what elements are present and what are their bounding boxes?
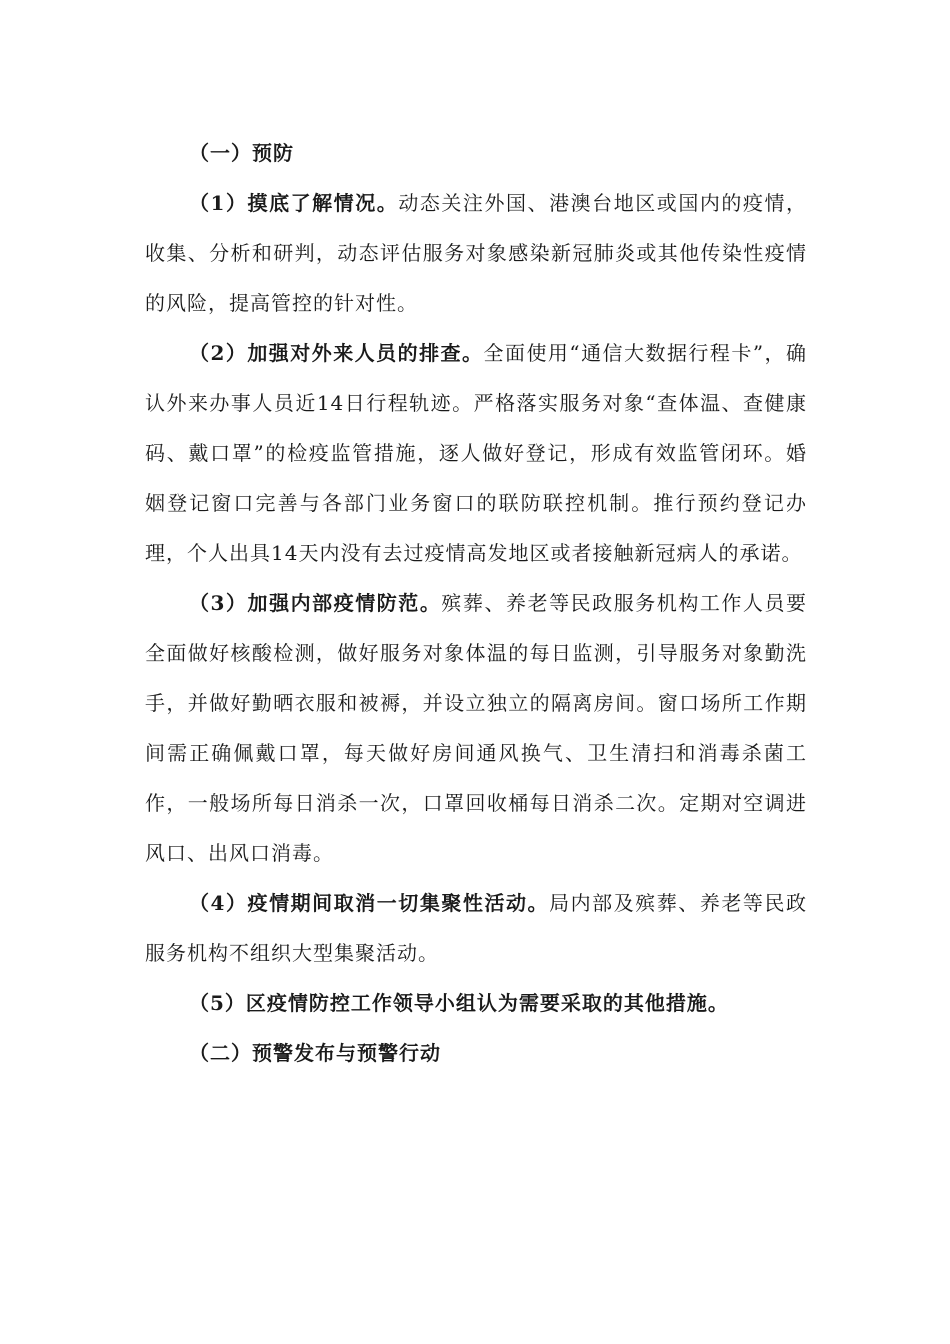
- paragraph-item-4: [145, 878, 807, 978]
- item-4-lead: （4）疫情期间取消一切集聚性活动。: [189, 891, 550, 915]
- paragraph-item-2: [145, 328, 807, 578]
- item-1-body: 动态关注外国、港澳台地区或国内的疫情，收集、分析和研判，动态评估服务对象感染新冠肺炎或其他传染性疫情的风险，提高管控的针对性。: [145, 191, 808, 315]
- item-4-body: 局内部及殡葬、养老等民政服务机构不组织大型集聚活动。: [145, 891, 808, 965]
- section-heading-warning: （二）预警发布与预警行动: [189, 1041, 441, 1065]
- paragraph-item-3: [145, 578, 807, 878]
- item-3-body: 殡葬、养老等民政服务机构工作人员要全面做好核酸检测，做好服务对象体温的每日监测，引导服务对象勤洗手，并做好勤晒衣服和被褥，并设立独立的隔离房间。窗口场所工作期间需正确佩戴口罩，每天做好房间通风换气、卫生清扫和消毒杀菌工作，一般场所每日消杀一次，口罩回收桶每日消杀二次。定期对空调进风口、出风口消毒。: [145, 591, 808, 865]
- item-2-body: 全面使用“通信大数据行程卡”，确认外来办事人员近14日行程轨迹。严格落实服务对象“查体温、查健康码、戴口罩”的检疫监管措施，逐人做好登记，形成有效监管闭环。婚姻登记窗口完善与各部门业务窗口的联防联控机制。推行预约登记办理，个人出具14天内没有去过疫情高发地区或者接触新冠病人的承诺。: [145, 341, 807, 565]
- document-body: [145, 128, 807, 1078]
- paragraph-item-5: [145, 978, 807, 1028]
- item-2-lead: （2）加强对外来人员的排查。: [189, 341, 484, 365]
- item-1-lead: （1）摸底了解情况。: [189, 191, 399, 215]
- section-heading-prevention: （一）预防: [189, 141, 294, 165]
- item-5-lead: （5）区疫情防控工作领导小组认为需要采取的其他措施。: [189, 991, 729, 1015]
- item-3-lead: （3）加强内部疫情防范。: [189, 591, 442, 615]
- paragraph-item-1: [145, 178, 807, 328]
